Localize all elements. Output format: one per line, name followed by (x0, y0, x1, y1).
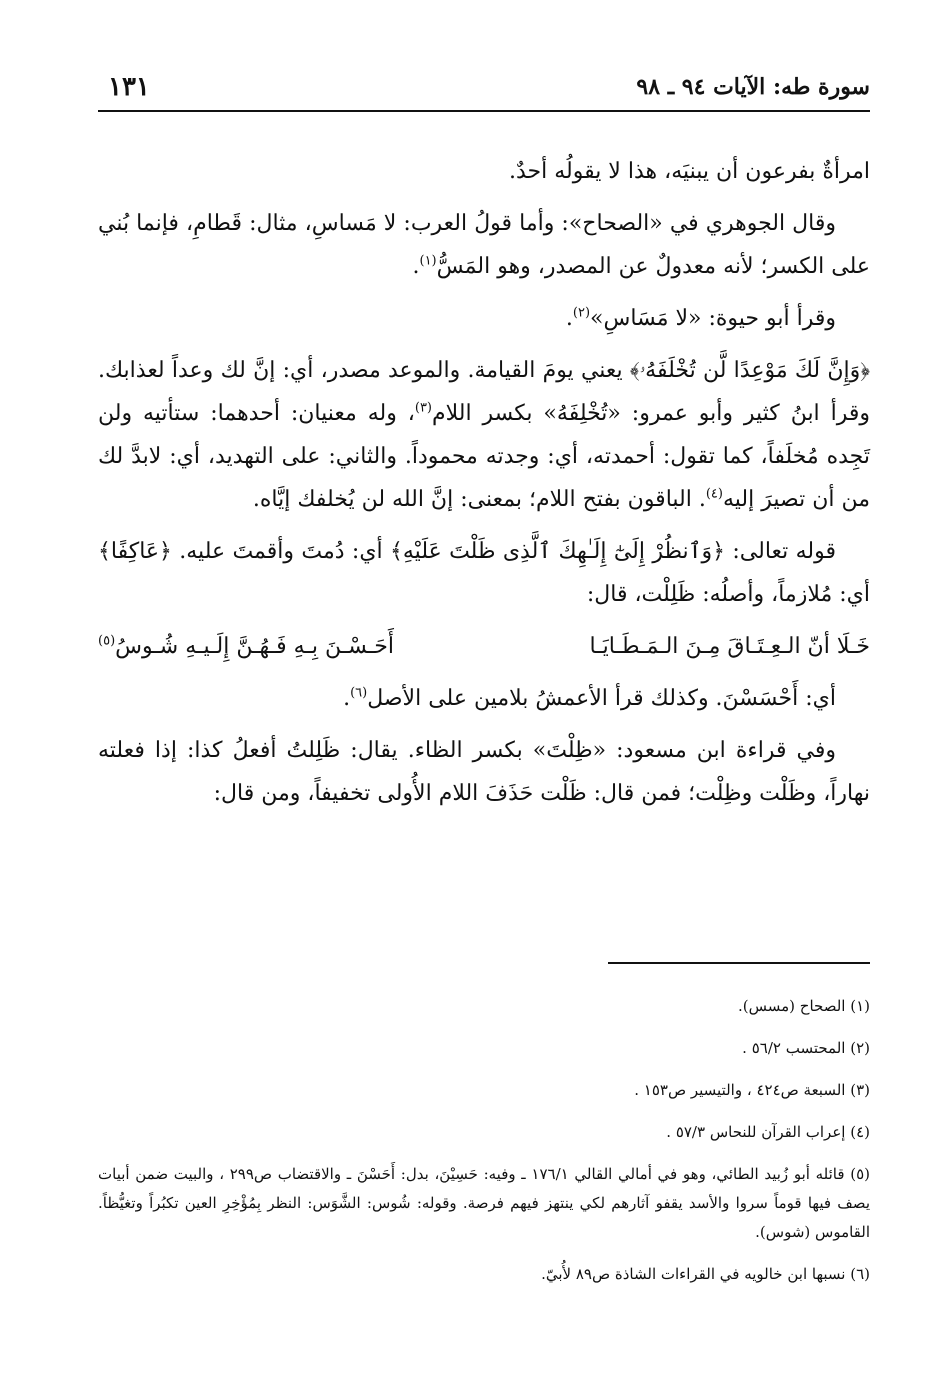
footnote-ref-5[interactable]: (٥) (98, 633, 116, 649)
paragraph-3: وقرأ أبو حيوة: «لا مَسَاسِ»$^{(٢)}$. (565, 305, 836, 331)
poetry-verse (98, 625, 870, 668)
paragraph-5: قوله تعالى: ﴿وَٱنظُرْ إِلَىٰٓ إِلَـٰهِكَ ٱلَّذِى ظَلْتَ عَلَيْهِ﴾ أي: دُمتَ وأقمتَ عليه. ﴿عَاكِفًا﴾ أي: مُلازماً، وأصلُه: ظَلِلْت، قال: (98, 539, 870, 607)
paragraph-4: ﴿وَإِنَّ لَكَ مَوْعِدًا لَّن تُخْلَفَهُۥ﴾ يعني يومَ القيامة. والموعد مصدر، أي: إنَّ لك وعداً لعذابك. وقرأ ابنُ كثير وأبو عمرو: «تُخْلِفَهُ» بكسر اللام$^{(٣)}$، وله معنيان: أحدهما: ستأتيه ولن تَجِده مُخلَفاً، كما تقول: أحمدته، أي: وجدته محموداً. والثاني: على التهديد، أي: لابدَّ لك من أن تصيرَ إليه$^{(٤)}$. الباقون بفتح اللام؛ بمعنى: إنَّ الله لن يُخلفك إيَّاه. (98, 358, 870, 512)
footnote-2: (٢) المحتسب ٥٦/٢ . (742, 1039, 870, 1057)
footnote-1: (١) الصحاح (مسس). (737, 997, 870, 1015)
footnote-ref-6[interactable]: (٦) (350, 685, 368, 701)
footnote-6: (٦) نسبها ابن خالويه في القراءات الشاذة ص٨٩ لأُبيّ. (541, 1265, 870, 1283)
footnote-3: (٣) السبعة ص٤٢٤ ، والتيسير ص١٥٣ . (634, 1081, 870, 1099)
main-text (98, 150, 870, 824)
running-title: سورة طه: الآيات ٩٤ ـ ٩٨ (636, 74, 870, 100)
footnote-4: (٤) إعراب القرآن للنحاس ٥٧/٣ . (666, 1123, 870, 1141)
page-header (98, 70, 870, 112)
paragraph-6: أي: أَحْسَسْنَ. وكذلك قرأ الأعمشُ بلامين على الأصل$^{(٦)}$. (343, 685, 836, 711)
footnote-divider (608, 962, 870, 964)
footnote-ref-1[interactable]: (١) (419, 253, 437, 269)
verse-first-hemistich: خَـلَا أنّ الـعِـتَـاقَ مِـنَ الـمَـطَـايَـا (589, 634, 870, 659)
footnote-ref-4[interactable]: (٤) (705, 486, 723, 502)
page-number: ١٣١ (108, 72, 150, 102)
paragraph-1: امرأةٌ بفرعون أن يبنيَه، هذا لا يقولُه أحدٌ. (508, 159, 870, 184)
footnote-ref-2[interactable]: (٢) (572, 305, 591, 321)
paragraph-2: وقال الجوهري في «الصحاح»: وأما قولُ العرب: لا مَساسِ، مثال: قَطامِ، فإنما بُني على الكسر؛ لأنه معدولٌ عن المصدر، وهو المَسُّ$^{(١)}$. (98, 211, 870, 279)
verse-second-hemistich: أَحَـسْـنَ بِـهِ فَـهُـنَّ إِلَـيـهِ شُـوسُ$^{(٥)}$ (98, 633, 394, 659)
footnotes (98, 992, 870, 1302)
footnote-5: (٥) قائله أبو زُبيد الطائي، وهو في أمالي القالي ١٧٦/١ ـ وفيه: حَسِيْنَ، بدل: أَحَسْنَ ـ والاقتضاب ص٢٩٩ ، والبيت ضمن أبيات يصف فيها قوماً سروا والأسد يقفو آثارهم لكي ينتهز فيهم فرصة. وقوله: شُوس: الشَّوَس: النظر بِمُؤْخِرِ العين تكبُراً وتغيُّظاً. القاموس (شوس). (98, 1165, 870, 1241)
paragraph-7: وفي قراءة ابن مسعود: «ظِلْتَ» بكسر الظاء. يقال: ظَلِلتُ أفعلُ كذا: إذا فعلته نهاراً، وظَلْت وظِلْت؛ فمن قال: ظَلْت حَذَفَ اللام الأُولى تخفيفاً، ومن قال: (98, 738, 870, 806)
footnote-ref-3[interactable]: (٣) (414, 400, 432, 416)
